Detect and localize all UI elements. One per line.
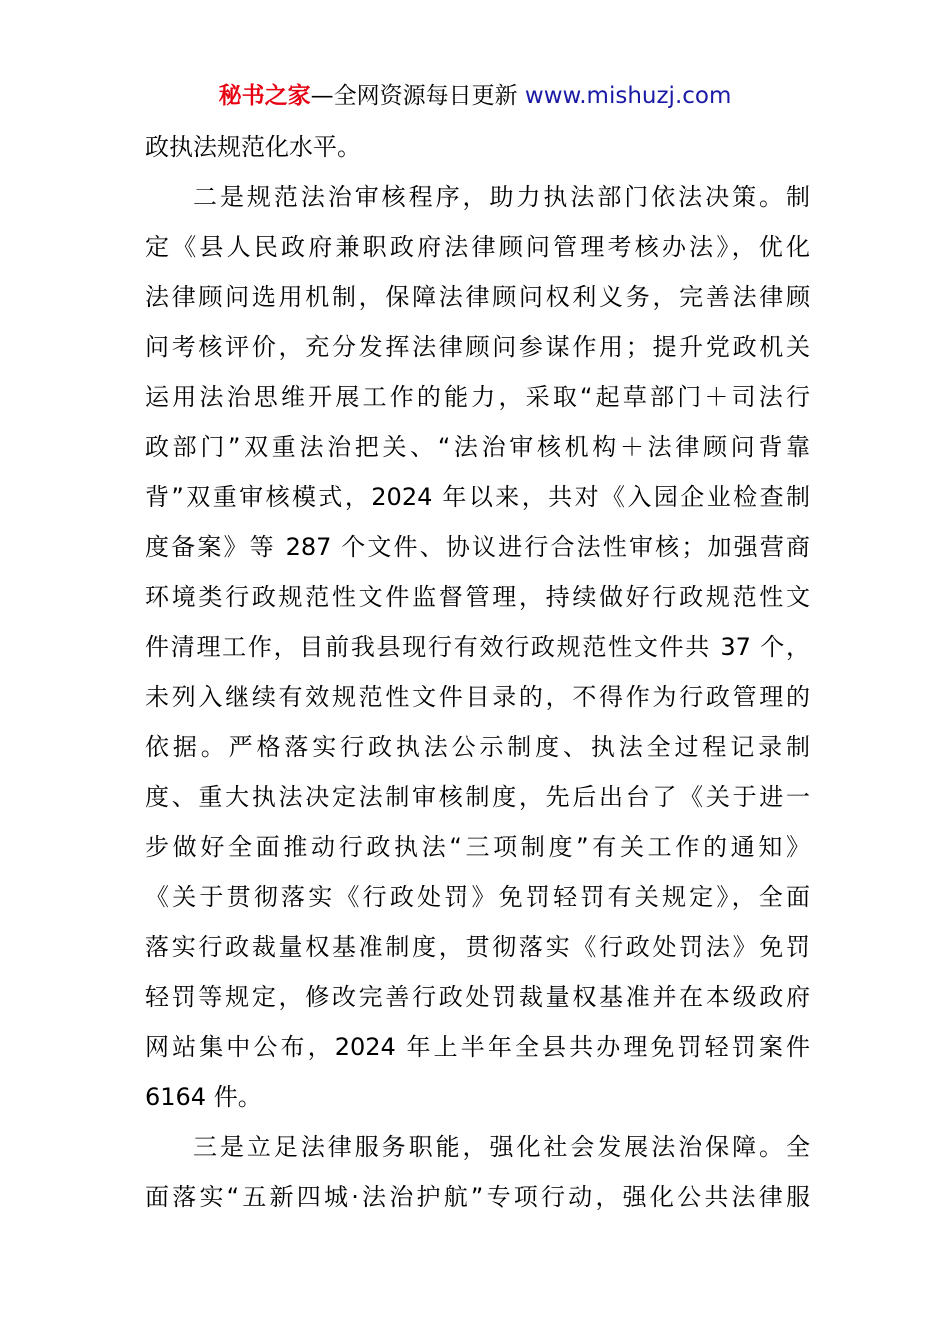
document-body xyxy=(145,122,810,1222)
header-tagline: —全网资源每日更新 xyxy=(310,83,525,109)
text-line: 件清理工作，目前我县现行有效行政规范性文件共 37 个， xyxy=(145,633,810,661)
paragraph-start-line: 三是立足法律服务职能，强化社会发展法治保障。全 xyxy=(193,1133,810,1161)
site-header xyxy=(0,80,950,112)
text-line: 未列入继续有效规范性文件目录的，不得作为行政管理的 xyxy=(145,683,810,711)
text-line: 度、重大执法决定法制审核制度，先后出台了《关于进一 xyxy=(145,783,810,811)
text-line: 依据。严格落实行政执法公示制度、执法全过程记录制 xyxy=(145,733,810,761)
text-line: 运用法治思维开展工作的能力，采取“起草部门＋司法行 xyxy=(145,383,810,411)
text-line: 度备案》等 287 个文件、协议进行合法性审核；加强营商 xyxy=(145,533,810,561)
text-line: 网站集中公布，2024 年上半年全县共办理免罚轻罚案件 xyxy=(145,1033,810,1061)
text-line: 背”双重审核模式，2024 年以来，共对《入园企业检查制 xyxy=(145,483,810,511)
text-line: 定《县人民政府兼职政府法律顾问管理考核办法》，优化 xyxy=(145,233,810,261)
text-line: 《关于贯彻落实《行政处罚》免罚轻罚有关规定》，全面 xyxy=(145,883,810,911)
text-line: 环境类行政规范性文件监督管理，持续做好行政规范性文 xyxy=(145,583,810,611)
text-line: 政部门”双重法治把关、“法治审核机构＋法律顾问背靠 xyxy=(145,433,810,461)
text-line: 步做好全面推动行政执法“三项制度”有关工作的通知》 xyxy=(145,833,810,861)
text-line: 问考核评价，充分发挥法律顾问参谋作用；提升党政机关 xyxy=(145,333,810,361)
text-line: 落实行政裁量权基准制度，贯彻落实《行政处罚法》免罚 xyxy=(145,933,810,961)
text-line: 政执法规范化水平。 xyxy=(145,133,361,161)
text-line: 6164 件。 xyxy=(145,1083,262,1111)
brand-name: 秘书之家 xyxy=(218,83,311,109)
site-url-link[interactable]: www.mishuzj.com xyxy=(524,83,732,109)
text-line: 轻罚等规定，修改完善行政处罚裁量权基准并在本级政府 xyxy=(145,983,810,1011)
text-line: 面落实“五新四城·法治护航”专项行动，强化公共法律服 xyxy=(145,1183,810,1211)
text-line: 法律顾问选用机制，保障法律顾问权利义务，完善法律顾 xyxy=(145,283,810,311)
paragraph-start-line: 二是规范法治审核程序，助力执法部门依法决策。制 xyxy=(193,183,810,211)
